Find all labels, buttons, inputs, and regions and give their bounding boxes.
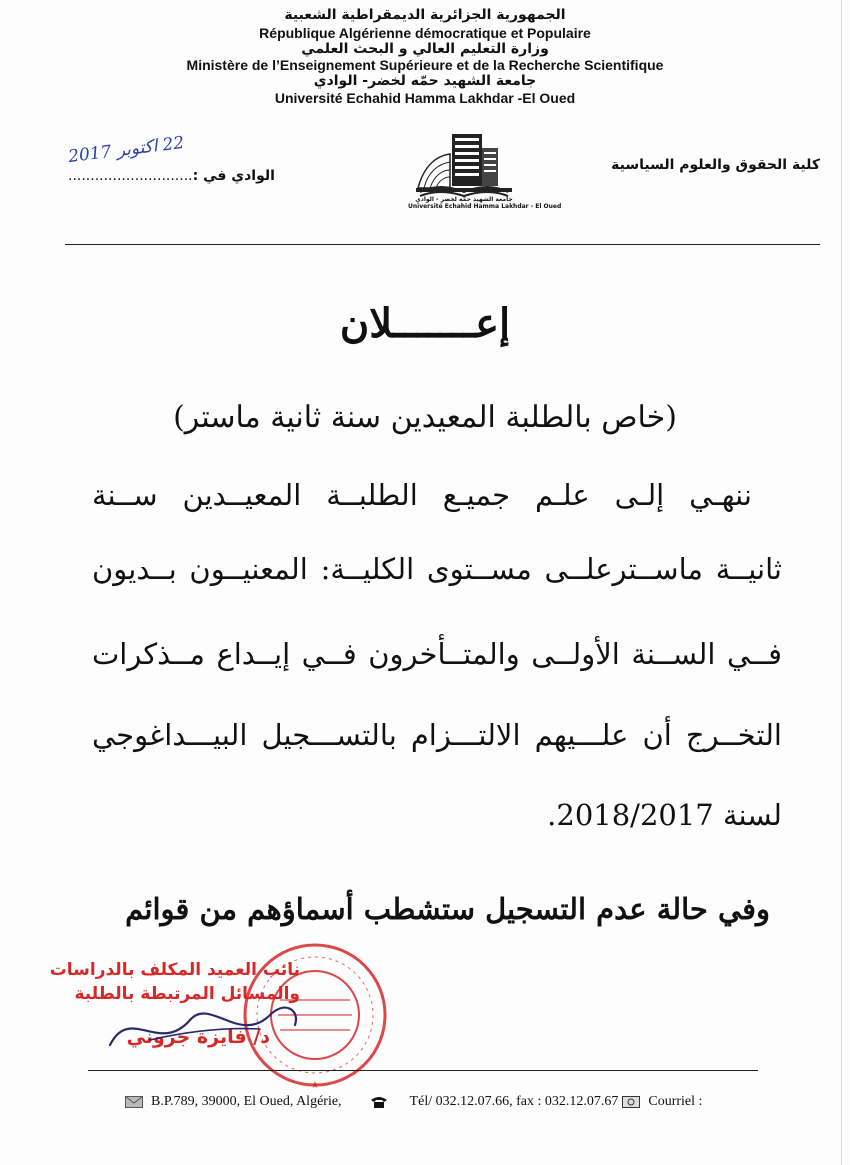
- body-line-4: التخــرج أن علـــيهم الالتـــزام بالتســـجيل البيـــداغوجي: [92, 718, 782, 752]
- republic-arabic: الجمهورية الجزائرية الديمقراطية الشعبية: [284, 7, 566, 23]
- stamp-signer-name: د/ فايزة جروني: [126, 1026, 270, 1048]
- handwritten-signature-icon: [90, 985, 310, 1065]
- university-arabic: جامعة الشهيد حمّه لخضر- الوادي: [313, 73, 537, 89]
- footer-email-label: Courriel :: [648, 1094, 703, 1109]
- footer-phone-fax: Tél/ 032.12.07.66, fax : 032.12.07.67: [409, 1094, 619, 1109]
- university-french: Université Echahid Hamma Lakhdar -El Oued: [274, 90, 576, 106]
- logo-caption: [408, 196, 562, 210]
- stamp-title: نائب العميد المكلف بالدراسات: [49, 960, 300, 980]
- closing-line: وفي حالة عدم التسجيل ستشطب أسماؤهم من قوائم: [125, 892, 770, 926]
- ministry-arabic: وزارة التعليم العالي و البحث العلمي: [301, 41, 549, 57]
- date-label: الوادي في :: [192, 168, 275, 184]
- republic-french: République Algérienne démocratique et Populaire: [259, 25, 591, 41]
- body-line-3: فــي الســنة الأولــى والمتــأخرون فــي إيــداع مــذكرات: [92, 637, 782, 671]
- footer-contact: [125, 1094, 702, 1110]
- date-field: [68, 168, 275, 184]
- date-dots: ............................: [68, 168, 193, 184]
- handwritten-date: 22 اكتوبر 2017: [67, 132, 186, 168]
- faculty-name: كلية الحقوق والعلوم السياسية: [611, 157, 820, 173]
- header-divider: [65, 244, 820, 245]
- ministry-french: Ministère de l’Enseignement Supérieure et de la Recherche Scientifique: [186, 57, 664, 73]
- body-line-5: لسنة 2018/2017.: [547, 798, 782, 832]
- scan-edge: [841, 0, 842, 1165]
- body-line-2: ثانيــة ماســترعلــى مســتوى الكليــة: المعنيــون بــديون: [92, 552, 782, 586]
- logo-caption-french: Université Echahid Hamma Lakhdar - El Oued: [408, 203, 562, 210]
- telephone-icon: [370, 1095, 388, 1109]
- footer-address: B.P.789, 39000, El Oued, Algérie,: [151, 1094, 342, 1109]
- footer-divider: [88, 1070, 758, 1071]
- envelope-icon: [125, 1096, 143, 1108]
- announcement-title: إعـــــــلان: [339, 300, 511, 347]
- announcement-subtitle: (خاص بالطلبة المعيدين سنة ثانية ماستر): [173, 400, 677, 435]
- logo-caption-arabic: جامعة الشهيد حمّه لخضر - الوادي: [415, 196, 513, 203]
- stamp-subtitle: والمسائل المرتبطة بالطلبة: [74, 984, 300, 1004]
- svg-text:★: ★: [310, 1080, 320, 1090]
- email-icon: [622, 1096, 640, 1108]
- body-line-1: ننهـي إلـى علـم جميـع الطلبــة المعيــدين ســنة: [92, 478, 752, 512]
